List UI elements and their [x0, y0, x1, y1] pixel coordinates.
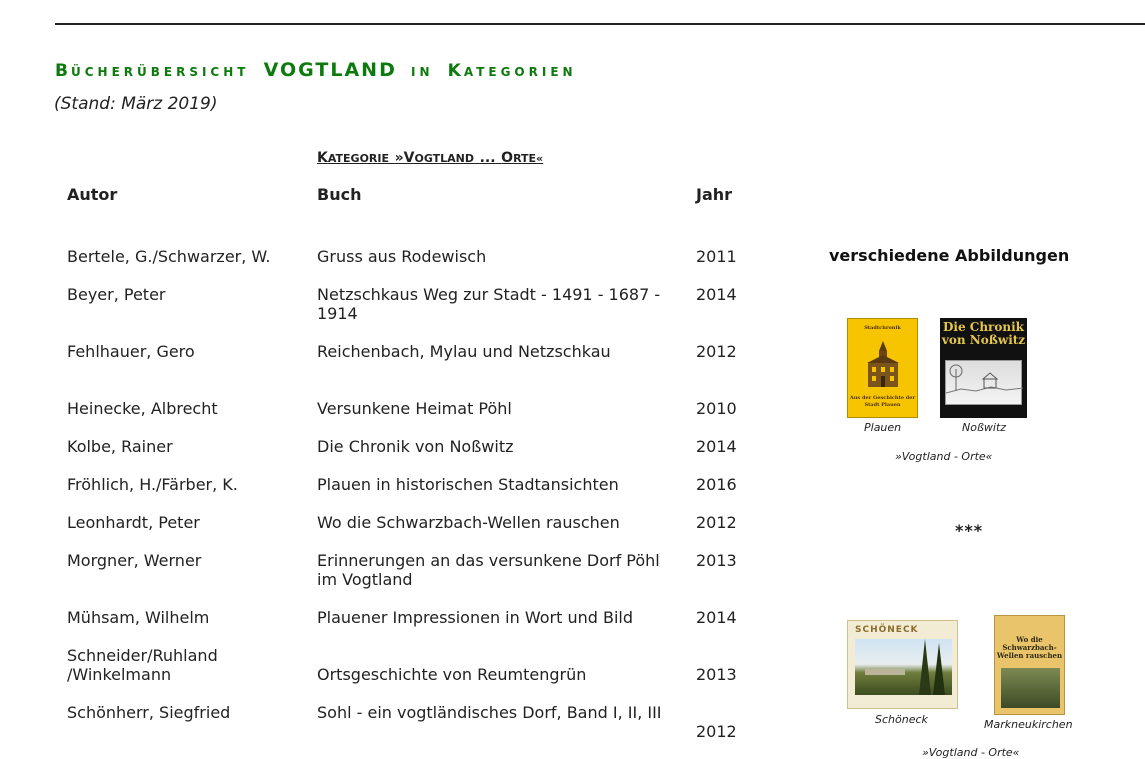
title-rest-k: ATEGORIEN — [463, 65, 577, 79]
row-3-buch: Reichenbach, Mylau und Netzschkau — [317, 342, 611, 361]
row-10-autor: Schneider/Ruhland /Winkelmann — [67, 646, 218, 684]
category-k-initial: K — [317, 150, 328, 166]
group-caption-2: »Vogtland - Orte« — [922, 746, 1020, 759]
row-7-buch: Wo die Schwarzbach-Wellen rauschen — [317, 513, 620, 532]
cover-plauen[interactable] — [847, 318, 918, 418]
cover-markneukirchen-title: Wo die Schwarzbach-Wellen rauschen — [996, 635, 1063, 660]
row-9-jahr: 2014 — [696, 608, 737, 627]
title-rest-b: ÜCHERÜBERSICHT — [70, 65, 250, 79]
row-6-jahr: 2016 — [696, 475, 737, 494]
row-2-jahr: 2014 — [696, 285, 737, 304]
caption-markneukirchen: Markneukirchen — [984, 718, 1073, 731]
row-6-buch: Plauen in historischen Stadtansichten — [317, 475, 619, 494]
top-rule — [55, 23, 1145, 25]
row-1-buch: Gruss aus Rodewisch — [317, 247, 487, 266]
row-8-buch: Erinnerungen an das versunkene Dorf Pöhl im Vogtland — [317, 551, 660, 589]
stand-date: (Stand: März 2019) — [54, 94, 218, 114]
row-9-buch: Plauener Impressionen in Wort und Bild — [317, 608, 634, 627]
caption-schoeneck: Schöneck — [875, 713, 928, 726]
row-4-jahr: 2010 — [696, 399, 737, 418]
category-k-rest: ATEGORIE — [327, 152, 389, 165]
row-5-buch: Die Chronik von Noßwitz — [317, 437, 514, 456]
sidebar-title: verschiedene Abbildungen — [829, 246, 1070, 265]
row-3-autor: Fehlhauer, Gero — [67, 342, 195, 361]
row-1-jahr: 2011 — [696, 247, 737, 266]
village-sketch-icon — [946, 361, 1023, 406]
cover-schoeneck-picture — [855, 639, 952, 695]
title-in: IN — [411, 65, 434, 79]
cover-schoeneck[interactable] — [847, 620, 958, 709]
row-11-buch: Sohl - ein vogtländisches Dorf, Band I, II, III — [317, 703, 662, 722]
cover-markneukirchen[interactable] — [994, 615, 1065, 715]
row-10-buch: Ortsgeschichte von Reumtengrün — [317, 665, 587, 684]
cover-nosswitz-title: Die Chronik von Noßwitz — [941, 320, 1026, 347]
category-v-prefix: »V — [394, 150, 415, 166]
row-8-jahr: 2013 — [696, 551, 737, 570]
row-4-buch: Versunkene Heimat Pöhl — [317, 399, 512, 418]
title-initial-b: B — [55, 61, 71, 81]
category-dots: ... — [479, 150, 496, 166]
row-8-autor: Morgner, Werner — [67, 551, 202, 570]
title-initial-k: K — [447, 61, 464, 81]
cover-schoeneck-title: SCHÖNECK — [855, 625, 919, 635]
caption-plauen: Plauen — [864, 421, 902, 434]
separator-stars: *** — [955, 521, 984, 540]
row-3-jahr: 2012 — [696, 342, 737, 361]
row-10-jahr: 2013 — [696, 665, 737, 684]
row-2-autor: Beyer, Peter — [67, 285, 166, 304]
row-2-buch: Netzschkaus Weg zur Stadt - 1491 - 1687 - 1914 — [317, 285, 661, 323]
cover-nosswitz-picture — [945, 360, 1022, 405]
row-4-autor: Heinecke, Albrecht — [67, 399, 218, 418]
row-5-jahr: 2014 — [696, 437, 737, 456]
category-heading — [317, 148, 543, 168]
row-6-autor: Fröhlich, H./Färber, K. — [67, 475, 238, 494]
category-v-rest: OGTLAND — [414, 152, 475, 165]
town-hall-icon — [863, 341, 903, 387]
row-7-jahr: 2012 — [696, 513, 737, 532]
row-5-autor: Kolbe, Rainer — [67, 437, 173, 456]
page-title — [55, 54, 577, 83]
cover-plauen-bottom-text: Aus der Geschichte der Stadt Plauen — [849, 395, 916, 408]
cover-markneukirchen-picture — [1001, 668, 1060, 708]
row-11-jahr: 2012 — [696, 722, 737, 741]
row-7-autor: Leonhardt, Peter — [67, 513, 200, 532]
cover-nosswitz[interactable] — [940, 318, 1027, 418]
row-9-autor: Mühsam, Wilhelm — [67, 608, 210, 627]
header-buch: Buch — [317, 185, 362, 204]
row-1-autor: Bertele, G./Schwarzer, W. — [67, 247, 271, 266]
cover-plauen-top-text: Stadtchronik — [864, 325, 901, 331]
title-vogtland: VOGTLAND — [263, 59, 397, 81]
header-jahr: Jahr — [696, 185, 733, 204]
header-autor: Autor — [67, 185, 118, 204]
category-o-rest: RTE« — [513, 152, 544, 165]
row-11-autor: Schönherr, Siegfried — [67, 703, 231, 722]
forest-landscape-icon — [855, 639, 952, 695]
group-caption-1: »Vogtland - Orte« — [895, 450, 993, 463]
caption-nosswitz: Noßwitz — [962, 421, 1007, 434]
category-o-initial: O — [501, 150, 514, 166]
